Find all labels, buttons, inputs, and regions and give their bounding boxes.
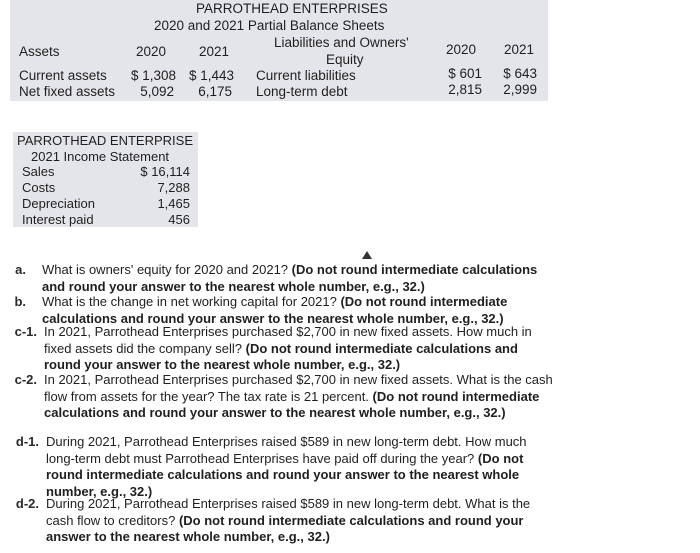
question-c1-label: c-1. [14, 324, 37, 339]
net-fixed-assets-2020: 5,092 [140, 84, 174, 99]
long-term-debt-2020: 2,815 [448, 82, 482, 97]
balance-sheet-company: PARROTHEAD ENTERPRISES [196, 1, 388, 16]
is-row-depreciation-label: Depreciation [22, 196, 95, 211]
current-liabilities-2021: $ 643 [503, 66, 537, 81]
question-a-label: a. [15, 262, 26, 277]
question-c2-text: In 2021, Parrothead Enterprises purchased $2,700 in new fixed assets. What is the cash flow from assets for the year? The tax rate is 21 percent. (Do not round intermediate calculations and round your answer to the nearest whole number, e.g., 32.) [44, 372, 553, 421]
liab-year-2020-header: 2020 [446, 42, 477, 57]
income-statement-subtitle: 2021 Income Statement [31, 149, 170, 164]
question-d1-text: During 2021, Parrothead Enterprises raised $589 in new long-term debt. How much long-term debt must Parrothead Enterprises have paid off during the year? (Do not round intermediate calculations and round your answer to the nearest whole number, e.g., 32.) [46, 434, 527, 499]
is-row-sales-label: Sales [22, 164, 55, 179]
question-c2-label: c-2. [14, 372, 37, 387]
question-d1-label: d-1. [15, 434, 39, 449]
question-b-text: What is the change in net working capital for 2021? (Do not round intermediate calculations and round your answer to the nearest whole number, e.g., 32.) [42, 294, 508, 326]
liabilities-header: Liabilities and Owners' [274, 35, 409, 50]
assets-year-2021-header: 2021 [199, 44, 230, 59]
is-row-costs-value: 7,288 [157, 180, 190, 195]
question-b-label: b. [14, 294, 26, 309]
is-row-interest-value: 456 [168, 212, 190, 227]
income-statement-company: PARROTHEAD ENTERPRISE [17, 133, 194, 148]
is-row-sales-value: $ 16,114 [140, 164, 190, 179]
assets-year-2020-header: 2020 [136, 44, 167, 59]
net-fixed-assets-2021: 6,175 [198, 84, 232, 99]
row-current-liabilities-label: Current liabilities [256, 68, 356, 83]
balance-sheet-subtitle: 2020 and 2021 Partial Balance Sheets [154, 18, 385, 33]
liab-year-2021-header: 2021 [504, 42, 535, 57]
mouse-cursor-icon [362, 251, 372, 259]
is-row-depreciation-value: 1,465 [157, 196, 190, 211]
row-current-assets-label: Current assets [19, 68, 107, 83]
row-long-term-debt-label: Long-term debt [256, 84, 348, 99]
current-liabilities-2020: $ 601 [448, 66, 482, 81]
long-term-debt-2021: 2,999 [503, 82, 537, 97]
row-net-fixed-assets-label: Net fixed assets [19, 84, 116, 99]
question-d2-text: During 2021, Parrothead Enterprises raised $589 in new long-term debt. What is the cash flow to creditors? (Do not round intermediate calculations and round your answer to the nearest whole number, e.g., 32.) [46, 496, 531, 545]
is-row-interest-label: Interest paid [22, 212, 94, 227]
question-a-text: What is owners' equity for 2020 and 2021? (Do not round intermediate calculations and round your answer to the nearest whole number, e.g., 32.) [42, 262, 538, 294]
question-d2-label: d-2. [15, 496, 39, 511]
is-row-costs-label: Costs [22, 180, 56, 195]
current-assets-2021: $ 1,443 [188, 68, 234, 83]
current-assets-2020: $ 1,308 [130, 68, 176, 83]
question-c1-text: In 2021, Parrothead Enterprises purchased $2,700 in new fixed assets. How much in fixed assets did the company sell? (Do not round intermediate calculations and round your answer to the nearest whole number, e.g., 32.) [44, 324, 532, 373]
equity-header: Equity [326, 52, 364, 67]
assets-header: Assets [19, 44, 60, 59]
